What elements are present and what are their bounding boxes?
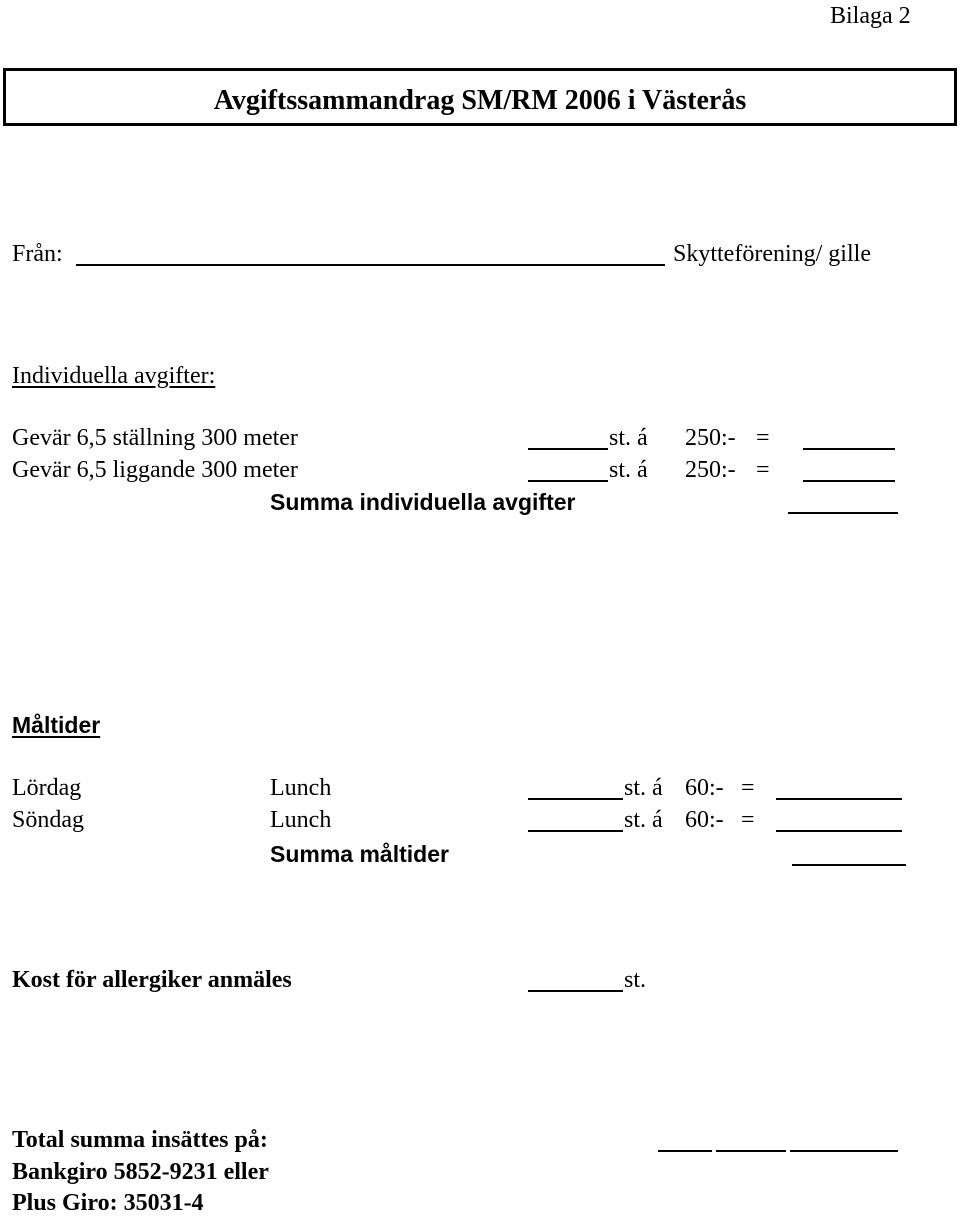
individual-sum-label: Summa individuella avgifter xyxy=(270,489,576,515)
allergy-label: Kost för allergiker anmäles xyxy=(12,967,292,993)
meal-type: Lunch xyxy=(270,807,332,833)
page-title: Avgiftssammandrag SM/RM 2006 i Västerås xyxy=(213,85,747,116)
quantity-input-line[interactable] xyxy=(528,830,623,832)
quantity-input-line[interactable] xyxy=(528,798,623,800)
price-label: 250:- xyxy=(685,425,736,451)
from-input-line[interactable] xyxy=(76,264,665,266)
unit-label: st. á xyxy=(624,775,663,801)
total-label: Total summa insättes på: xyxy=(12,1127,268,1153)
meals-sum-input-line[interactable] xyxy=(792,864,906,866)
individual-sum-input-line[interactable] xyxy=(788,512,898,514)
quantity-input-line[interactable] xyxy=(528,448,608,450)
unit-label: st. á xyxy=(609,425,648,451)
price-label: 60:- xyxy=(685,775,724,801)
amount-input-line[interactable] xyxy=(803,448,895,450)
equals-sign: = xyxy=(756,425,770,451)
bankgiro-text: Bankgiro 5852-9231 eller xyxy=(12,1159,269,1185)
unit-label: st. á xyxy=(609,457,648,483)
price-label: 250:- xyxy=(685,457,736,483)
appendix-label: Bilaga 2 xyxy=(830,3,911,29)
amount-input-line[interactable] xyxy=(776,830,902,832)
individual-fees-heading: Individuella avgifter: xyxy=(12,363,216,389)
fee-row-label: Gevär 6,5 liggande 300 meter xyxy=(12,457,298,483)
quantity-input-line[interactable] xyxy=(528,480,608,482)
amount-input-line[interactable] xyxy=(776,798,902,800)
meals-heading: Måltider xyxy=(12,712,101,738)
total-input-line-3[interactable] xyxy=(790,1150,898,1152)
price-label: 60:- xyxy=(685,807,724,833)
amount-input-line[interactable] xyxy=(803,480,895,482)
meals-sum-label: Summa måltider xyxy=(270,841,449,867)
plusgiro-text: Plus Giro: 35031-4 xyxy=(12,1190,204,1216)
fee-row-label: Gevär 6,5 ställning 300 meter xyxy=(12,425,298,451)
equals-sign: = xyxy=(741,775,755,801)
total-input-line-1[interactable] xyxy=(658,1150,712,1152)
meal-day: Lördag xyxy=(12,775,82,801)
allergy-quantity-input-line[interactable] xyxy=(528,990,623,992)
from-suffix: Skytteförening/ gille xyxy=(673,241,871,267)
meal-day: Söndag xyxy=(12,807,84,833)
meal-type: Lunch xyxy=(270,775,332,801)
allergy-unit: st. xyxy=(624,967,647,993)
from-label: Från: xyxy=(12,241,63,267)
equals-sign: = xyxy=(741,807,755,833)
equals-sign: = xyxy=(756,457,770,483)
unit-label: st. á xyxy=(624,807,663,833)
title-box xyxy=(3,68,957,126)
total-input-line-2[interactable] xyxy=(716,1150,786,1152)
